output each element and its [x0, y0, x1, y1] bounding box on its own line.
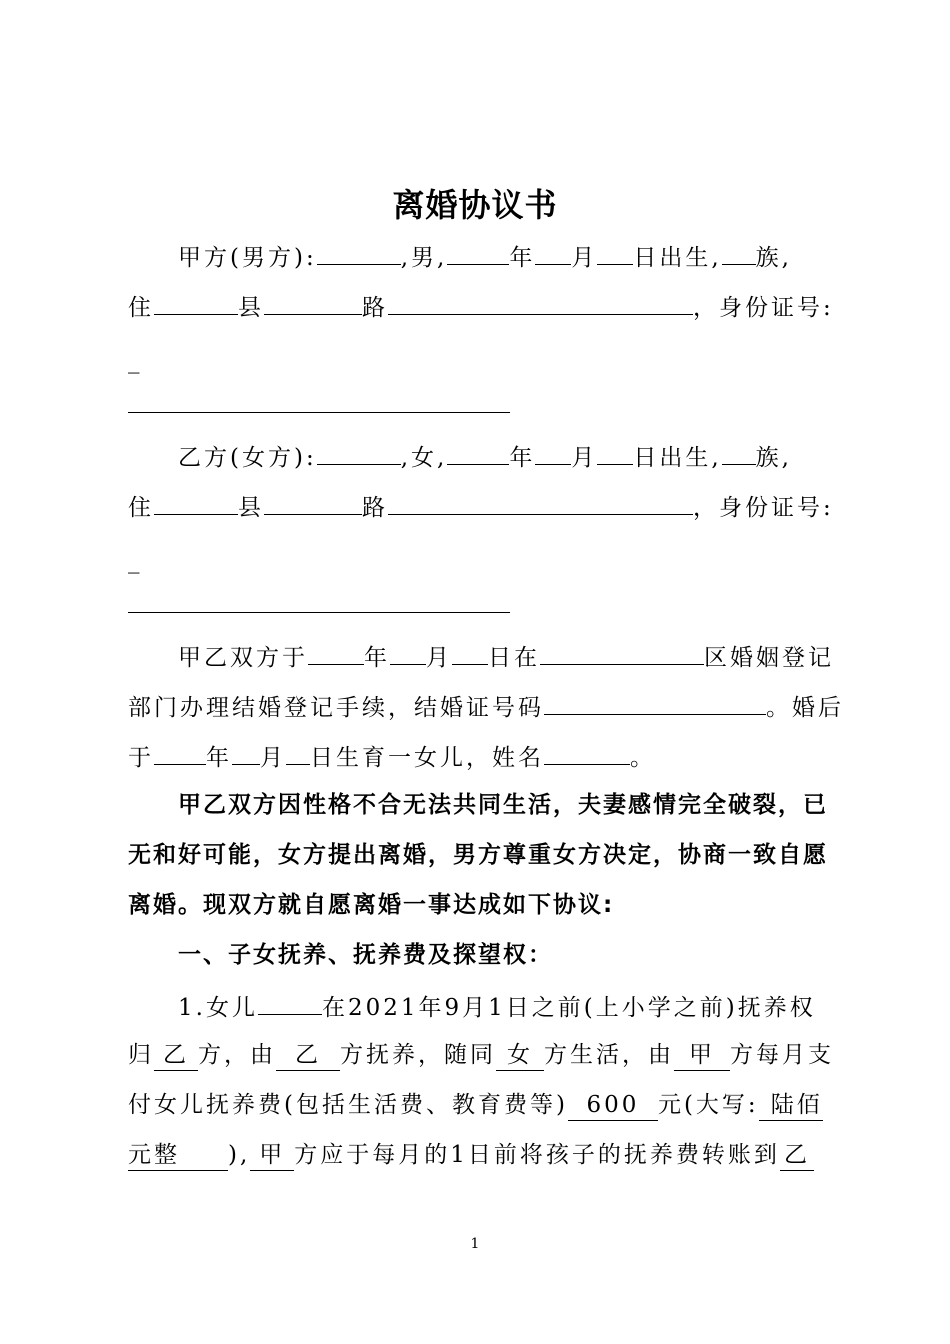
- day-blank: [452, 640, 488, 665]
- item1-line-3: [128, 1090, 838, 1121]
- year-label: 年: [509, 445, 536, 471]
- day-blank: [597, 240, 633, 265]
- office-label: 区婚姻登记: [704, 645, 834, 671]
- day-label: 日出生,: [633, 445, 722, 471]
- party-a-address-line: [128, 290, 838, 323]
- paying-party-fill-2: 甲: [250, 1140, 294, 1171]
- text: 归: [128, 1042, 154, 1068]
- marriage-line-1: [178, 640, 838, 673]
- ethnic-blank: [722, 440, 756, 465]
- certificate-number-blank: [544, 690, 766, 715]
- receiving-party-fill: 乙: [780, 1140, 814, 1171]
- party-b-line: [178, 440, 838, 473]
- reason-line-1: 甲乙双方因性格不合无法共同生活，夫妻感情完全破裂，已: [178, 792, 828, 818]
- support-amount-cn-fill: 陆佰: [759, 1090, 823, 1121]
- marriage-intro: 甲乙双方于: [178, 645, 308, 671]
- text: 付女儿抚养费(包括生活费、教育费等): [128, 1092, 568, 1118]
- after-marriage-text: 。婚后: [766, 695, 844, 721]
- month-label: 月: [260, 745, 286, 771]
- daughter-name-blank: [544, 740, 630, 765]
- id-label: ，身份证号:: [693, 295, 834, 321]
- item1-daughter: 1.女儿: [178, 995, 258, 1021]
- year-blank: [308, 640, 364, 665]
- party-a-id-dash: _: [128, 348, 143, 374]
- name-blank: [317, 240, 401, 265]
- day-label: 日出生,: [633, 245, 722, 271]
- county-label: 县: [238, 295, 264, 321]
- day-label: 日在: [488, 645, 540, 671]
- month-label: 月: [571, 245, 598, 271]
- text: ),: [228, 1142, 251, 1168]
- reason-line-3: 离婚。现双方就自愿离婚一事达成如下协议:: [128, 892, 615, 918]
- reason-line-2: 无和好可能，女方提出离婚，男方尊重女方决定，协商一致自愿: [128, 842, 828, 868]
- birth-intro: 于: [128, 745, 154, 771]
- county-blank: [154, 490, 238, 515]
- day-blank: [286, 740, 310, 765]
- year-label: 年: [206, 745, 232, 771]
- raising-party-fill: 乙: [276, 1040, 340, 1071]
- month-blank: [535, 240, 571, 265]
- marriage-line-3: [128, 740, 838, 773]
- text: 方，由: [198, 1042, 276, 1068]
- road-blank: [264, 290, 362, 315]
- support-amount-fill: 600: [568, 1090, 658, 1121]
- text: 方生活，由: [544, 1042, 674, 1068]
- item1-line-2: [128, 1040, 838, 1071]
- party-b-id-blank: [128, 612, 510, 613]
- ethnic-label: 族,: [755, 445, 792, 471]
- month-blank: [390, 640, 426, 665]
- day-blank: [597, 440, 633, 465]
- month-label: 月: [571, 445, 598, 471]
- ethnic-blank: [722, 240, 756, 265]
- address-label: 住: [128, 295, 154, 321]
- period: 。: [630, 745, 656, 771]
- party-a-label: 甲方(男方):: [178, 245, 317, 271]
- year-label: 年: [364, 645, 390, 671]
- text: 方应于每月的1日前将孩子的抚养费转账到: [294, 1142, 780, 1168]
- month-blank: [535, 440, 571, 465]
- party-b-id-dash: _: [128, 548, 143, 574]
- support-amount-cn-fill-2: 元整: [128, 1140, 228, 1171]
- daughter-name-blank: [258, 990, 322, 1015]
- road-label: 路: [362, 495, 388, 521]
- county-blank: [154, 290, 238, 315]
- party-b-address-line: [128, 490, 838, 523]
- year-blank: [447, 440, 509, 465]
- address-detail-blank: [388, 290, 693, 315]
- name-blank: [317, 440, 401, 465]
- text: 方抚养，随同: [340, 1042, 496, 1068]
- party-a-id-blank: [128, 412, 510, 413]
- year-blank: [154, 740, 206, 765]
- marriage-line-2: [128, 690, 844, 723]
- living-with-fill: 女: [496, 1040, 544, 1071]
- year-label: 年: [509, 245, 536, 271]
- road-label: 路: [362, 295, 388, 321]
- custody-party-fill: 乙: [154, 1040, 198, 1071]
- month-label: 月: [426, 645, 452, 671]
- document-title: 离婚协议书: [392, 186, 558, 224]
- party-b-label: 乙方(女方):: [178, 445, 317, 471]
- district-blank: [540, 640, 704, 665]
- road-blank: [264, 490, 362, 515]
- id-label: ，身份证号:: [693, 495, 834, 521]
- month-blank: [232, 740, 260, 765]
- address-label: 住: [128, 495, 154, 521]
- county-label: 县: [238, 495, 264, 521]
- page-number: 1: [470, 1236, 480, 1252]
- item1-custody-period: 在2021年9月1日之前(上小学之前)抚养权: [321, 995, 816, 1021]
- daughter-name-label: 日生育一女儿，姓名: [310, 745, 544, 771]
- year-blank: [447, 240, 509, 265]
- sex-text: ,女,: [400, 445, 448, 471]
- text: 元(大写:: [657, 1092, 759, 1118]
- item1-line-4: [128, 1140, 838, 1171]
- party-a-line: [178, 240, 838, 273]
- paying-party-fill: 甲: [674, 1040, 730, 1071]
- section-heading-1: 一、子女抚养、抚养费及探望权：: [178, 942, 553, 968]
- text: 方每月支: [730, 1042, 834, 1068]
- address-detail-blank: [388, 490, 693, 515]
- ethnic-label: 族,: [755, 245, 792, 271]
- item1-line-1: [178, 990, 838, 1023]
- certificate-label: 部门办理结婚登记手续，结婚证号码: [128, 695, 544, 721]
- sex-text: ,男,: [400, 245, 448, 271]
